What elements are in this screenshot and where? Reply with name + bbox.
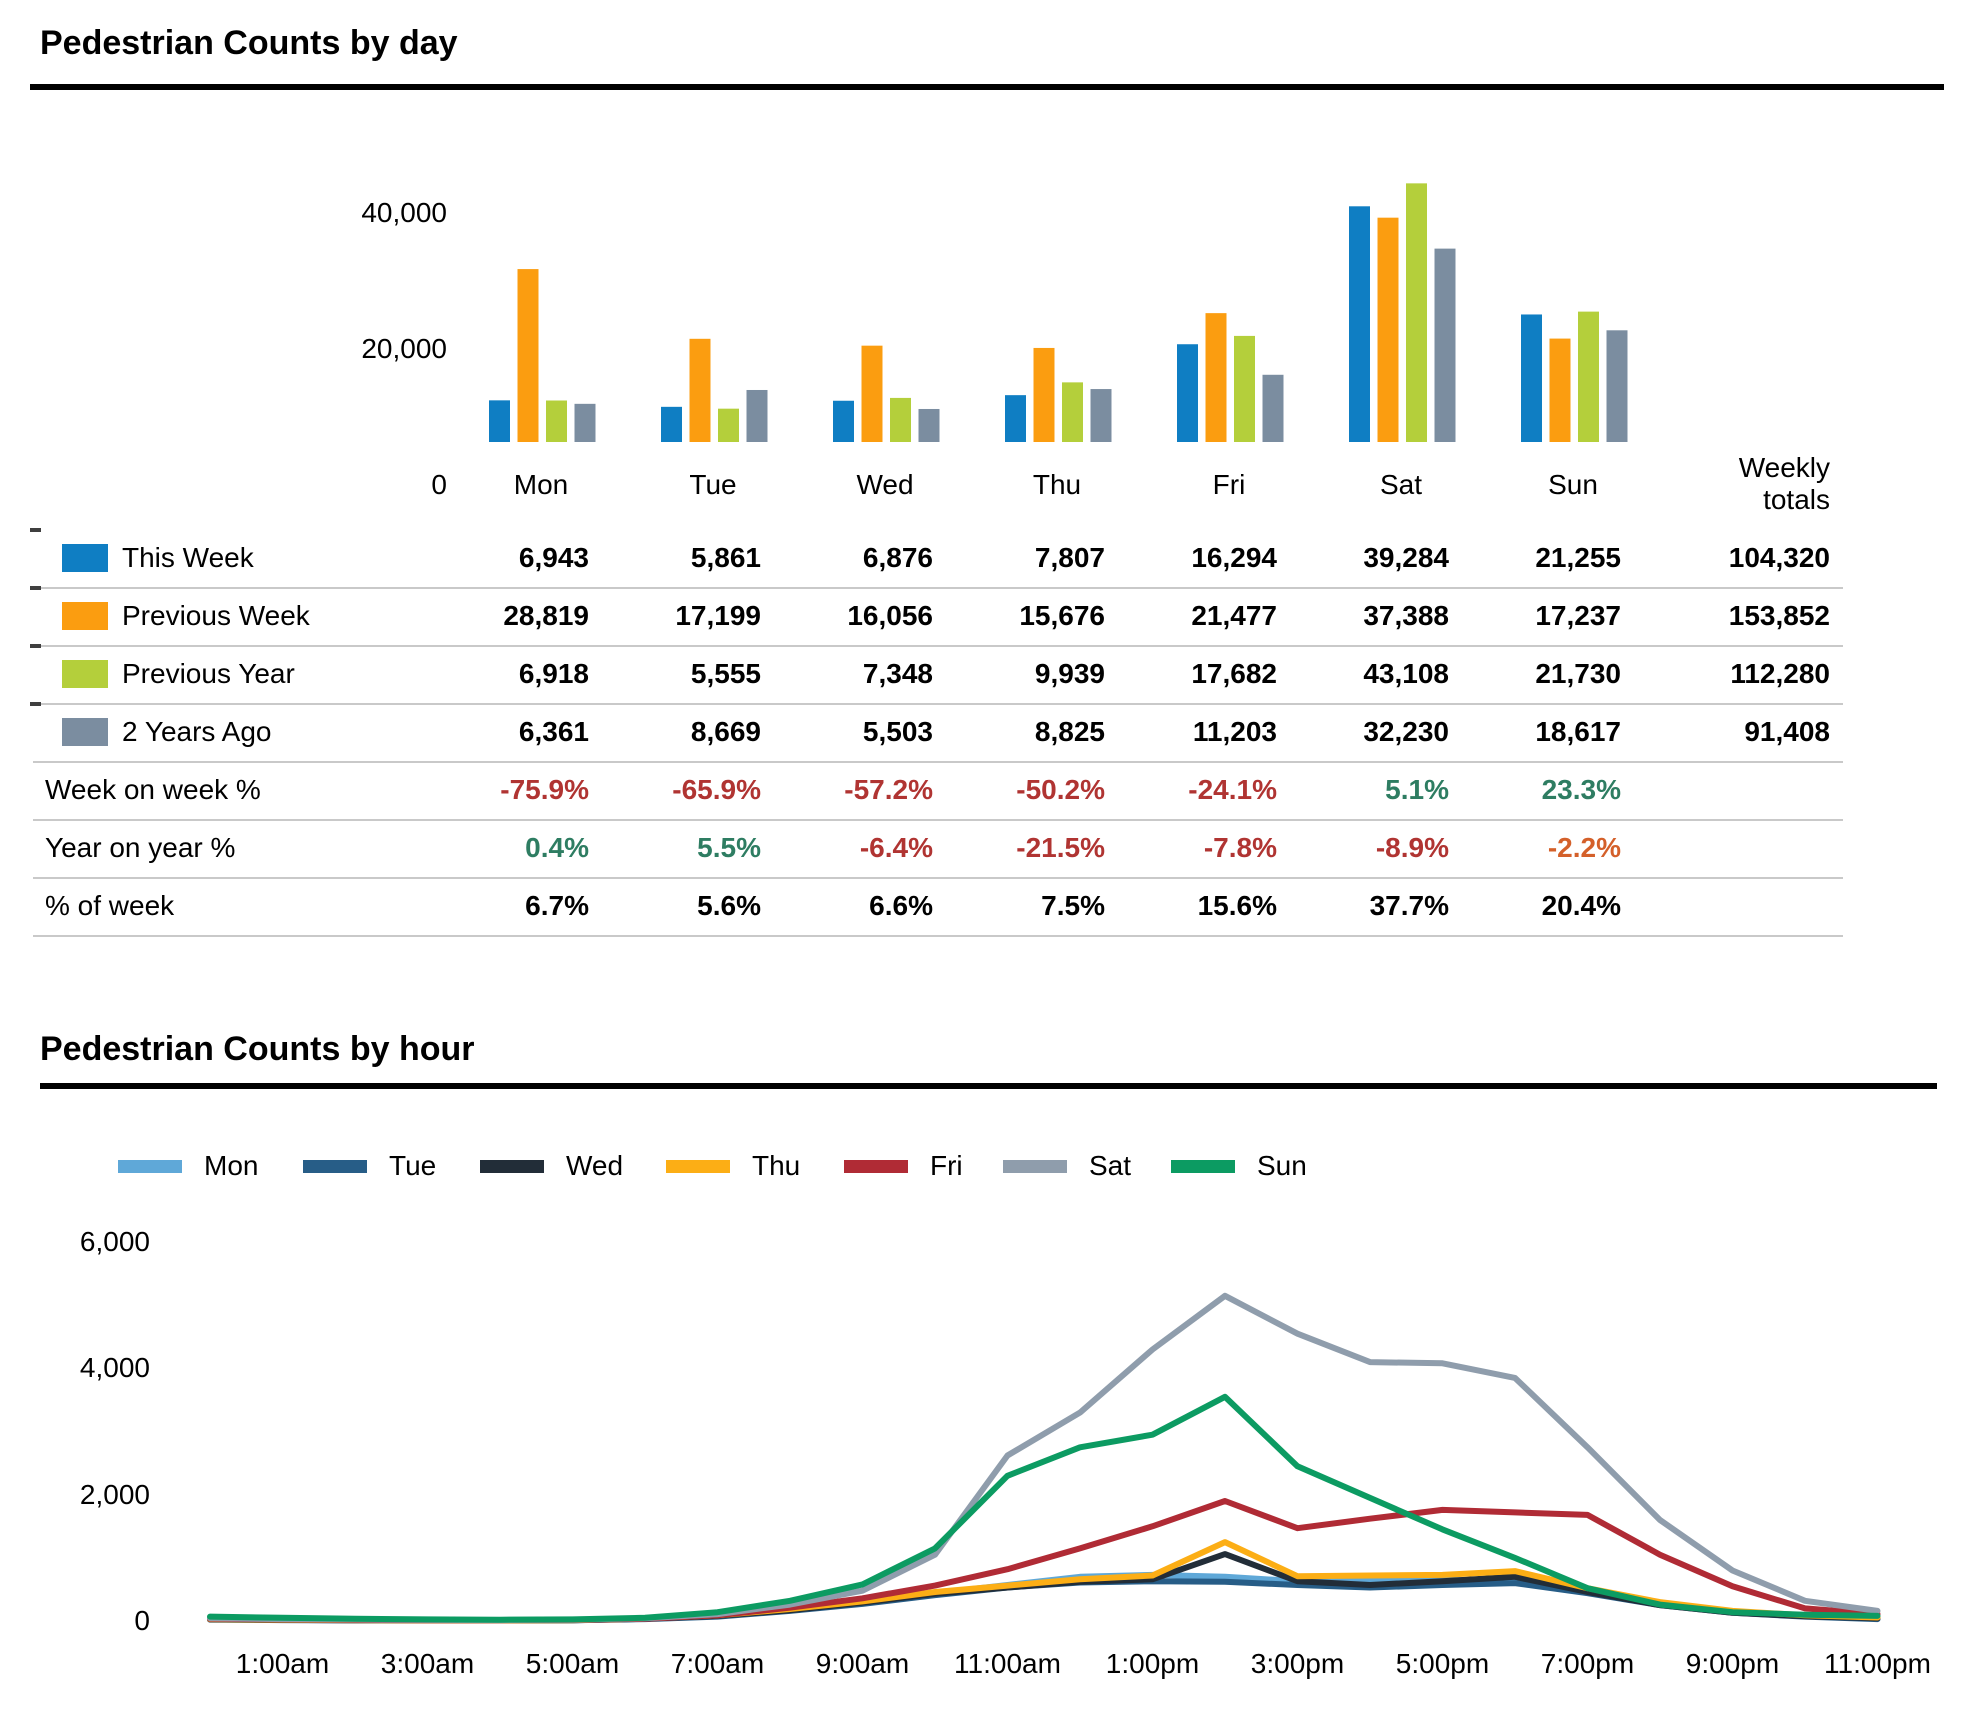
bar-previous-week-fri — [1206, 313, 1227, 442]
line-xtick-label: 11:00am — [954, 1648, 1061, 1679]
line-xtick-label: 9:00pm — [1685, 1648, 1780, 1679]
row-separator — [33, 645, 1843, 647]
bar-previous-year-mon — [546, 400, 567, 442]
bar-previous-year-thu — [1062, 382, 1083, 442]
legend-label-mon: Mon — [204, 1150, 259, 1181]
line-xtick-label: 1:00pm — [1105, 1648, 1200, 1679]
value-cell: 7,348 — [862, 658, 933, 689]
row-separator — [33, 587, 1843, 589]
legend-label-sun: Sun — [1257, 1150, 1307, 1181]
bar-ytick-label: 40,000 — [361, 197, 447, 228]
line-xtick-label: 5:00am — [525, 1648, 620, 1679]
value-cell: 8,825 — [1034, 716, 1105, 747]
legend-swatch-sat — [1003, 1160, 1067, 1173]
row-separator — [33, 703, 1843, 705]
hour-title-rule — [40, 1083, 1937, 1089]
value-cell: 18,617 — [1535, 716, 1621, 747]
value-cell: 15,676 — [1019, 600, 1105, 631]
day-column-header: Thu — [1032, 469, 1082, 500]
percent-cell: -75.9% — [500, 774, 589, 805]
series-row-label: Previous Year — [122, 658, 295, 689]
row-tick-dash — [30, 528, 41, 532]
bar-2-years-ago-tue — [747, 390, 768, 442]
line-ytick-label: 6,000 — [79, 1226, 150, 1258]
row-separator — [33, 877, 1843, 879]
series-row-label: Previous Week — [122, 600, 310, 631]
bar-2-years-ago-sun — [1607, 330, 1628, 442]
bar-2-years-ago-mon — [575, 404, 596, 442]
day-chart-title: Pedestrian Counts by day — [40, 24, 458, 62]
legend-swatch-previous-year — [62, 660, 108, 688]
value-cell: 21,730 — [1535, 658, 1621, 689]
line-xtick-label: 7:00pm — [1540, 1648, 1635, 1679]
percent-cell: 37.7% — [1369, 890, 1449, 921]
percent-cell: 7.5% — [1041, 890, 1105, 921]
line-xtick-label: 7:00am — [670, 1648, 765, 1679]
value-cell: 6,918 — [518, 658, 589, 689]
legend-label-wed: Wed — [566, 1150, 624, 1181]
value-cell: 39,284 — [1363, 542, 1449, 573]
day-column-header: Wed — [856, 469, 914, 500]
value-cell: 16,294 — [1191, 542, 1277, 573]
value-cell: 17,199 — [675, 600, 761, 631]
value-cell: 37,388 — [1363, 600, 1449, 631]
percent-cell: -21.5% — [1016, 832, 1105, 863]
value-cell: 5,503 — [862, 716, 933, 747]
day-column-header: Tue — [689, 469, 737, 500]
value-cell: 6,876 — [862, 542, 933, 573]
value-cell: 17,682 — [1191, 658, 1277, 689]
percent-cell: 5.5% — [697, 832, 761, 863]
weekly-total-cell: 112,280 — [1730, 658, 1830, 689]
line-series-wed — [210, 1554, 1878, 1620]
value-cell: 7,807 — [1034, 542, 1105, 573]
bar-ytick-label: 0 — [431, 469, 447, 500]
percent-cell: -8.9% — [1375, 832, 1449, 863]
bar-previous-week-thu — [1034, 348, 1055, 442]
percent-cell: 0.4% — [525, 832, 589, 863]
value-cell: 16,056 — [847, 600, 933, 631]
percent-row-label: % of week — [45, 890, 175, 921]
legend-swatch-thu — [666, 1160, 730, 1173]
row-separator — [33, 761, 1843, 763]
percent-cell: -7.8% — [1203, 832, 1277, 863]
bar-ytick-label: 20,000 — [361, 333, 447, 364]
line-series-sat — [210, 1296, 1878, 1620]
legend-label-sat: Sat — [1089, 1150, 1132, 1181]
bar-previous-year-sun — [1578, 312, 1599, 442]
bar-this-week-thu — [1005, 395, 1026, 442]
value-cell: 17,237 — [1535, 600, 1621, 631]
row-tick-dash — [30, 586, 41, 590]
series-row-label: 2 Years Ago — [122, 716, 272, 747]
value-cell: 6,361 — [518, 716, 589, 747]
legend-swatch-this-week — [62, 544, 108, 572]
value-cell: 32,230 — [1363, 716, 1449, 747]
bar-2-years-ago-thu — [1091, 389, 1112, 442]
value-cell: 21,477 — [1191, 600, 1277, 631]
bar-previous-week-mon — [518, 269, 539, 442]
weekly-total-cell: 104,320 — [1728, 542, 1830, 573]
bar-this-week-wed — [833, 401, 854, 442]
bar-2-years-ago-wed — [919, 409, 940, 442]
legend-swatch-mon — [118, 1160, 182, 1173]
day-title-rule — [30, 84, 1944, 90]
bar-previous-year-fri — [1234, 336, 1255, 442]
bar-previous-week-wed — [862, 346, 883, 442]
value-cell: 21,255 — [1535, 542, 1621, 573]
percent-cell: 5.6% — [697, 890, 761, 921]
day-column-header: Sat — [1379, 469, 1423, 500]
legend-label-fri: Fri — [930, 1150, 963, 1181]
weekly-totals-header — [1739, 452, 1830, 516]
legend-swatch-tue — [303, 1160, 367, 1173]
legend-swatch-fri — [844, 1160, 908, 1173]
value-cell: 11,203 — [1192, 716, 1277, 747]
day-column-header: Sun — [1548, 469, 1598, 500]
row-tick-dash — [30, 644, 41, 648]
value-cell: 9,939 — [1034, 658, 1105, 689]
legend-swatch-2-years-ago — [62, 718, 108, 746]
percent-row-label: Week on week % — [45, 774, 261, 805]
value-cell: 8,669 — [690, 716, 761, 747]
percent-cell: 6.6% — [869, 890, 933, 921]
value-cell: 28,819 — [503, 600, 589, 631]
value-cell: 43,108 — [1363, 658, 1449, 689]
line-ytick-label: 2,000 — [79, 1478, 150, 1510]
bar-this-week-tue — [661, 407, 682, 442]
bar-this-week-fri — [1177, 344, 1198, 442]
percent-row-label: Year on year % — [45, 832, 236, 863]
line-ytick-label: 0 — [134, 1605, 150, 1636]
bar-previous-week-sun — [1550, 339, 1571, 442]
weekly-total-cell: 153,852 — [1728, 600, 1830, 631]
bar-this-week-sat — [1349, 206, 1370, 442]
line-xtick-label: 9:00am — [815, 1648, 910, 1679]
bar-this-week-sun — [1521, 314, 1542, 442]
line-xtick-label: 3:00am — [380, 1648, 475, 1679]
weekly-totals-header-line: totals — [1763, 484, 1830, 515]
percent-cell: 6.7% — [525, 890, 589, 921]
legend-label-thu: Thu — [752, 1150, 801, 1181]
bar-previous-year-sat — [1406, 183, 1427, 442]
bar-previous-week-tue — [690, 339, 711, 442]
line-xtick-label: 3:00pm — [1250, 1648, 1345, 1679]
value-cell: 5,555 — [690, 658, 761, 689]
legend-swatch-wed — [480, 1160, 544, 1173]
series-row-label: This Week — [122, 542, 254, 573]
percent-cell: -2.2% — [1547, 832, 1621, 863]
legend-swatch-sun — [1171, 1160, 1235, 1173]
percent-cell: 5.1% — [1385, 774, 1449, 805]
bar-2-years-ago-fri — [1263, 375, 1284, 442]
line-ytick-label: 4,000 — [79, 1352, 150, 1384]
percent-cell: 15.6% — [1197, 890, 1277, 921]
line-series-thu — [210, 1542, 1878, 1620]
line-xtick-label: 5:00pm — [1395, 1648, 1490, 1679]
row-separator — [33, 935, 1843, 937]
day-column-header: Mon — [513, 469, 569, 500]
percent-cell: -50.2% — [1016, 774, 1105, 805]
percent-cell: -6.4% — [859, 832, 933, 863]
row-tick-dash — [30, 702, 41, 706]
bar-chart-svg — [0, 100, 1974, 445]
percent-cell: -57.2% — [844, 774, 933, 805]
percent-cell: 23.3% — [1541, 774, 1621, 805]
day-column-header: Fri — [1212, 469, 1246, 500]
percent-cell: -65.9% — [672, 774, 761, 805]
weekly-total-cell: 91,408 — [1744, 716, 1830, 747]
row-separator — [33, 819, 1843, 821]
legend-swatch-previous-week — [62, 602, 108, 630]
bar-2-years-ago-sat — [1435, 249, 1456, 442]
percent-cell: -24.1% — [1188, 774, 1277, 805]
line-chart-svg — [0, 1190, 1974, 1640]
percent-cell: 20.4% — [1541, 890, 1621, 921]
bar-this-week-mon — [489, 400, 510, 442]
legend-label-tue: Tue — [389, 1150, 437, 1181]
value-cell: 6,943 — [518, 542, 589, 573]
bar-previous-year-tue — [718, 409, 739, 442]
line-xtick-label: 11:00pm — [1824, 1648, 1931, 1679]
bar-previous-week-sat — [1378, 218, 1399, 442]
weekly-totals-header-line: Weekly — [1738, 452, 1830, 483]
hour-chart-title: Pedestrian Counts by hour — [40, 1030, 475, 1068]
value-cell: 5,861 — [690, 542, 761, 573]
line-xtick-label: 1:00am — [235, 1648, 330, 1679]
bar-previous-year-wed — [890, 398, 911, 442]
